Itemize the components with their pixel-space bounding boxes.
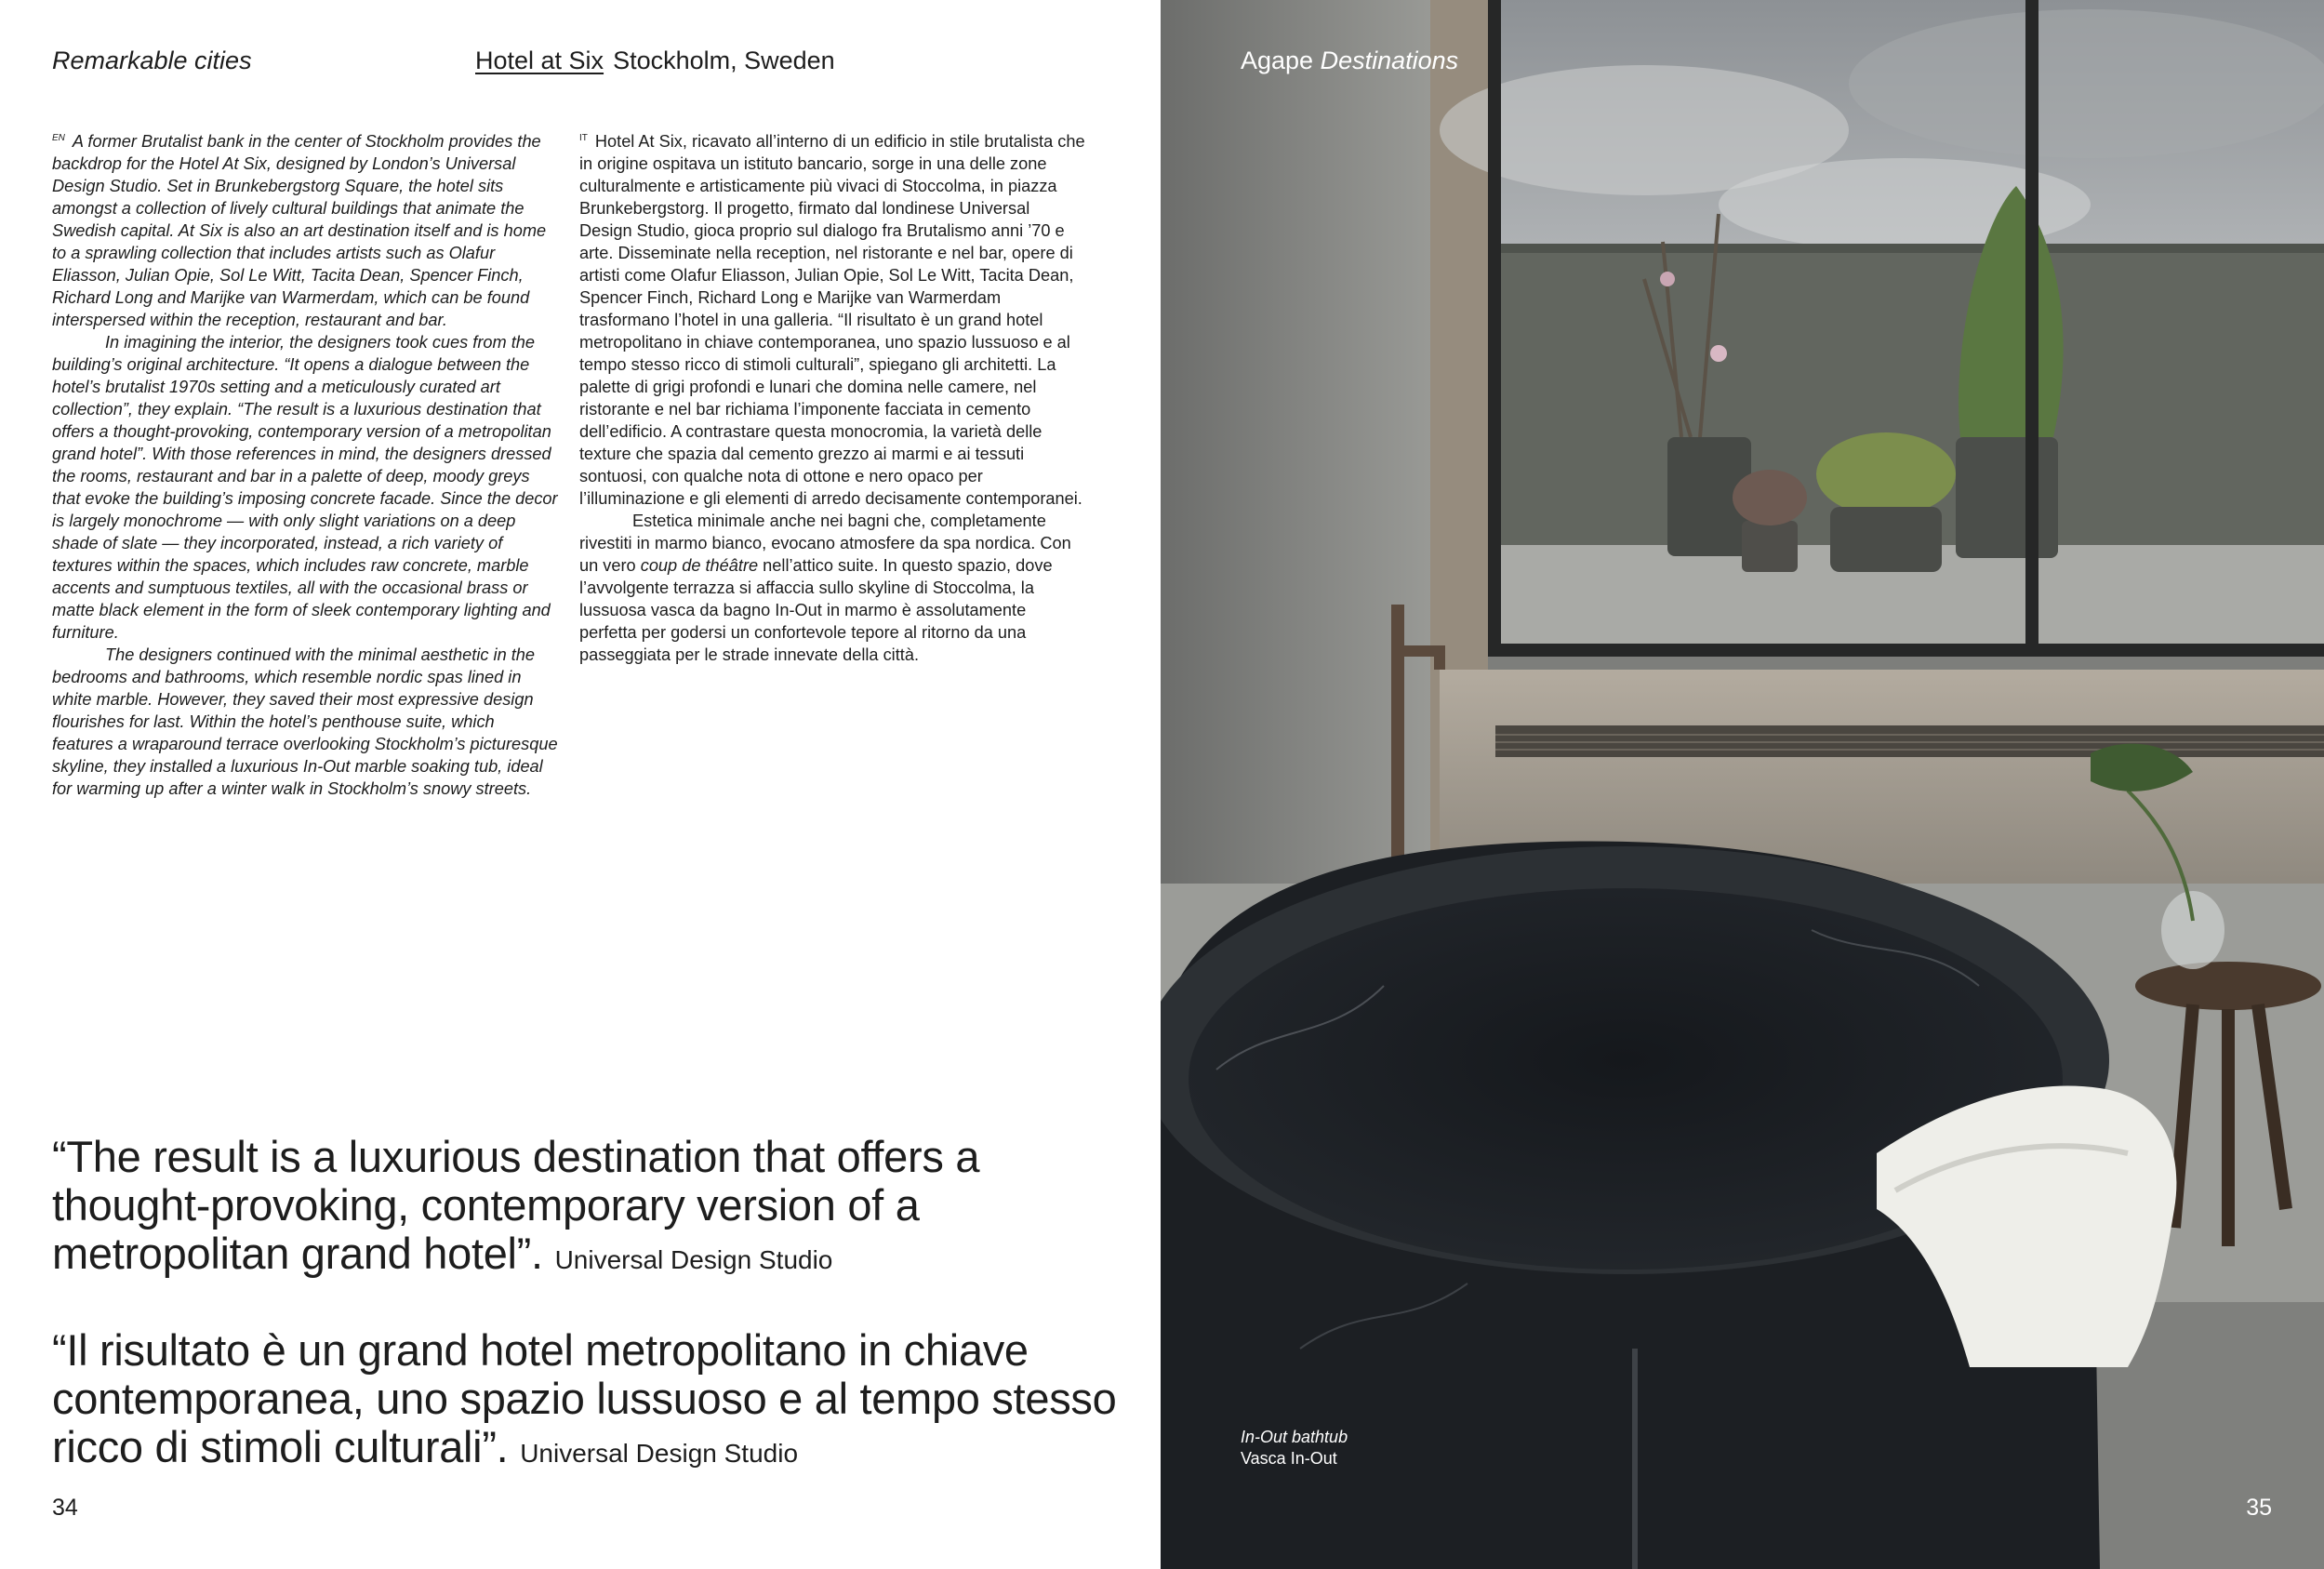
lang-tag-en: EN xyxy=(52,133,65,143)
right-page xyxy=(1161,0,2324,1569)
grass-plant xyxy=(1816,432,1956,516)
planter-4 xyxy=(1742,521,1798,572)
en-paragraph-1-text: A former Brutalist bank in the center of Stockholm provides the backdrop for the Hotel At Six, designed by London’s Universal Design Studio. Set in Brunkebergstorg Square, the hotel sits amongst a collection of lively cultural buildings that animate the Swedish capital. At Six is also an art destination itself and is home to a sprawling collection that includes artists such as Olafur Eliasson, Julian Opie, Sol Le Witt, Tacita Dean, Spencer Finch, Richard Long and Marijke van Warmerdam, which can be found interspersed within the reception, restaurant and bar. xyxy=(52,132,547,330)
it-paragraph-2 xyxy=(579,510,1086,666)
series-name: Destinations xyxy=(1320,47,1459,74)
small-shrub xyxy=(1733,470,1807,525)
flower-1 xyxy=(1710,345,1727,362)
cloud-2 xyxy=(1849,9,2324,158)
hotel-title xyxy=(475,47,835,75)
en-paragraph-2: In imagining the interior, the designers took cues from the building’s original architecture. “It opens a dialogue between the hotel’s brutalist 1970s setting and a meticulously curated art collection”, they explain. “The result is a luxurious destination that offers a thought-provoking, contemporary version of a metropolitan grand hotel”. With those references in mind, the designers dressed the rooms, restaurant and bar in a palette of deep, moody greys that evoke the building’s imposing concrete facade. Since the decor is largely monochrome — with only slight variations on a deep shade of slate — they incorporated, instead, a rich variety of textures within the spaces, which includes raw concrete, marble accents and sumptuous textiles, all with the occasional brass or matte black element in the form of sleek contemporary lighting and furniture. xyxy=(52,333,558,643)
page-number-left: 34 xyxy=(52,1495,78,1521)
caption-en: In-Out bathtub xyxy=(1241,1428,1348,1446)
pull-quote-en-attribution: Universal Design Studio xyxy=(554,1245,833,1274)
glass-vase xyxy=(2161,891,2224,969)
hotel-location: Stockholm, Sweden xyxy=(613,47,835,74)
left-page xyxy=(0,0,1161,1569)
window-mullion xyxy=(2025,0,2038,651)
it-paragraph-1 xyxy=(579,127,1086,510)
hotel-name: Hotel at Six xyxy=(475,47,604,74)
stool-top xyxy=(2135,962,2321,1010)
bathtub-photo xyxy=(1161,0,2324,1569)
series-title xyxy=(1241,47,1458,75)
it-paragraph-2-start: Estetica minimale anche nei bagni che, completamente rivestiti in marmo bianco, evocano atmosfere da spa nordica. Con un vero xyxy=(579,512,1071,576)
flower-2 xyxy=(1660,272,1675,286)
pull-quote-it-text: “Il risultato è un grand hotel metropolitano in chiave contemporanea, uno spazio lussuoso e al tempo stesso ricco di stimoli culturali”. xyxy=(52,1325,1117,1471)
pull-quote-it xyxy=(52,1326,1149,1478)
planter-2 xyxy=(1830,507,1942,572)
en-paragraph-3: The designers continued with the minimal aesthetic in the bedrooms and bathrooms, which resemble nordic spas lined in white marble. However, they saved their most expressive design flourishes for last. Within the hotel’s penthouse suite, which features a wraparound terrace overlooking Stockholm’s picturesque skyline, they installed a luxurious In-Out marble soaking tub, ideal for warming up after a winter walk in Stockholm’s snowy streets. xyxy=(52,645,558,799)
pull-quote-en-text: “The result is a luxurious destination that offers a thought-provoking, contemporary version of a metropolitan grand hotel”. xyxy=(52,1132,980,1278)
it-paragraph-2-end: nell’attico suite. In questo spazio, dove l’avvolgente terrazza si affaccia sullo skyline di Stoccolma, la lussuosa vasca da bagno In-Out in marmo è assolutamente perfetta per godersi un confortevole tepore al ritorno da una passeggiata per le strade innevate della città. xyxy=(579,556,1053,665)
page-number-right: 35 xyxy=(2246,1495,2272,1521)
window-frame-left xyxy=(1488,0,1501,651)
section-title: Remarkable cities xyxy=(52,47,252,74)
lang-tag-it: IT xyxy=(579,133,588,143)
english-text-column xyxy=(52,127,559,800)
series-prefix: Agape xyxy=(1241,47,1314,74)
window-frame-bottom xyxy=(1488,644,2324,657)
it-paragraph-2-emphasis: coup de théâtre xyxy=(640,556,759,576)
italian-text-column xyxy=(579,127,1086,666)
planter-3 xyxy=(1956,437,2058,558)
photo-caption xyxy=(1241,1427,1348,1469)
it-paragraph-1-text: Hotel At Six, ricavato all’interno di un edificio in stile brutalista che in origine ospitava un istituto bancario, sorge in una delle zone culturalmente e artisticamente più vivaci di Stoccolma, in piazza Brunkebergstorg. Il progetto, firmato dal londinese Universal Design Studio, gioca proprio sul dialogo fra Brutalismo anni ’70 e arte. Disseminate nella reception, nel ristorante e nel bar, opere di artisti come Olafur Eliasson, Julian Opie, Sol Le Witt, Tacita Dean, Spencer Finch, Richard Long e Marijke van Warmerdam trasformano l’hotel in una galleria. “Il risultato è un grand hotel metropolitano in chiave contemporanea, uno spazio lussuoso e al tempo stesso ricco di stimoli culturali”, spiegano gli architetti. La palette di grigi profondi e lunari che domina nelle camere, nel ristorante e nel bar richiama l’imponente facciata in cemento dell’edificio. A contrastare questa monocromia, la varietà delle texture che spazia dal cemento grezzo ai marmi e ai tessuti sontuosi, con qualche nota di ottone e nero opaco per l’illuminazione e gli elementi di arredo decisamente contemporanei. xyxy=(579,132,1085,509)
pull-quote-en xyxy=(52,1133,1122,1284)
pull-quote-it-attribution: Universal Design Studio xyxy=(520,1439,799,1468)
caption-it: Vasca In-Out xyxy=(1241,1449,1337,1468)
en-paragraph-1 xyxy=(52,127,559,331)
terrace-wall-cap xyxy=(1488,244,2324,253)
